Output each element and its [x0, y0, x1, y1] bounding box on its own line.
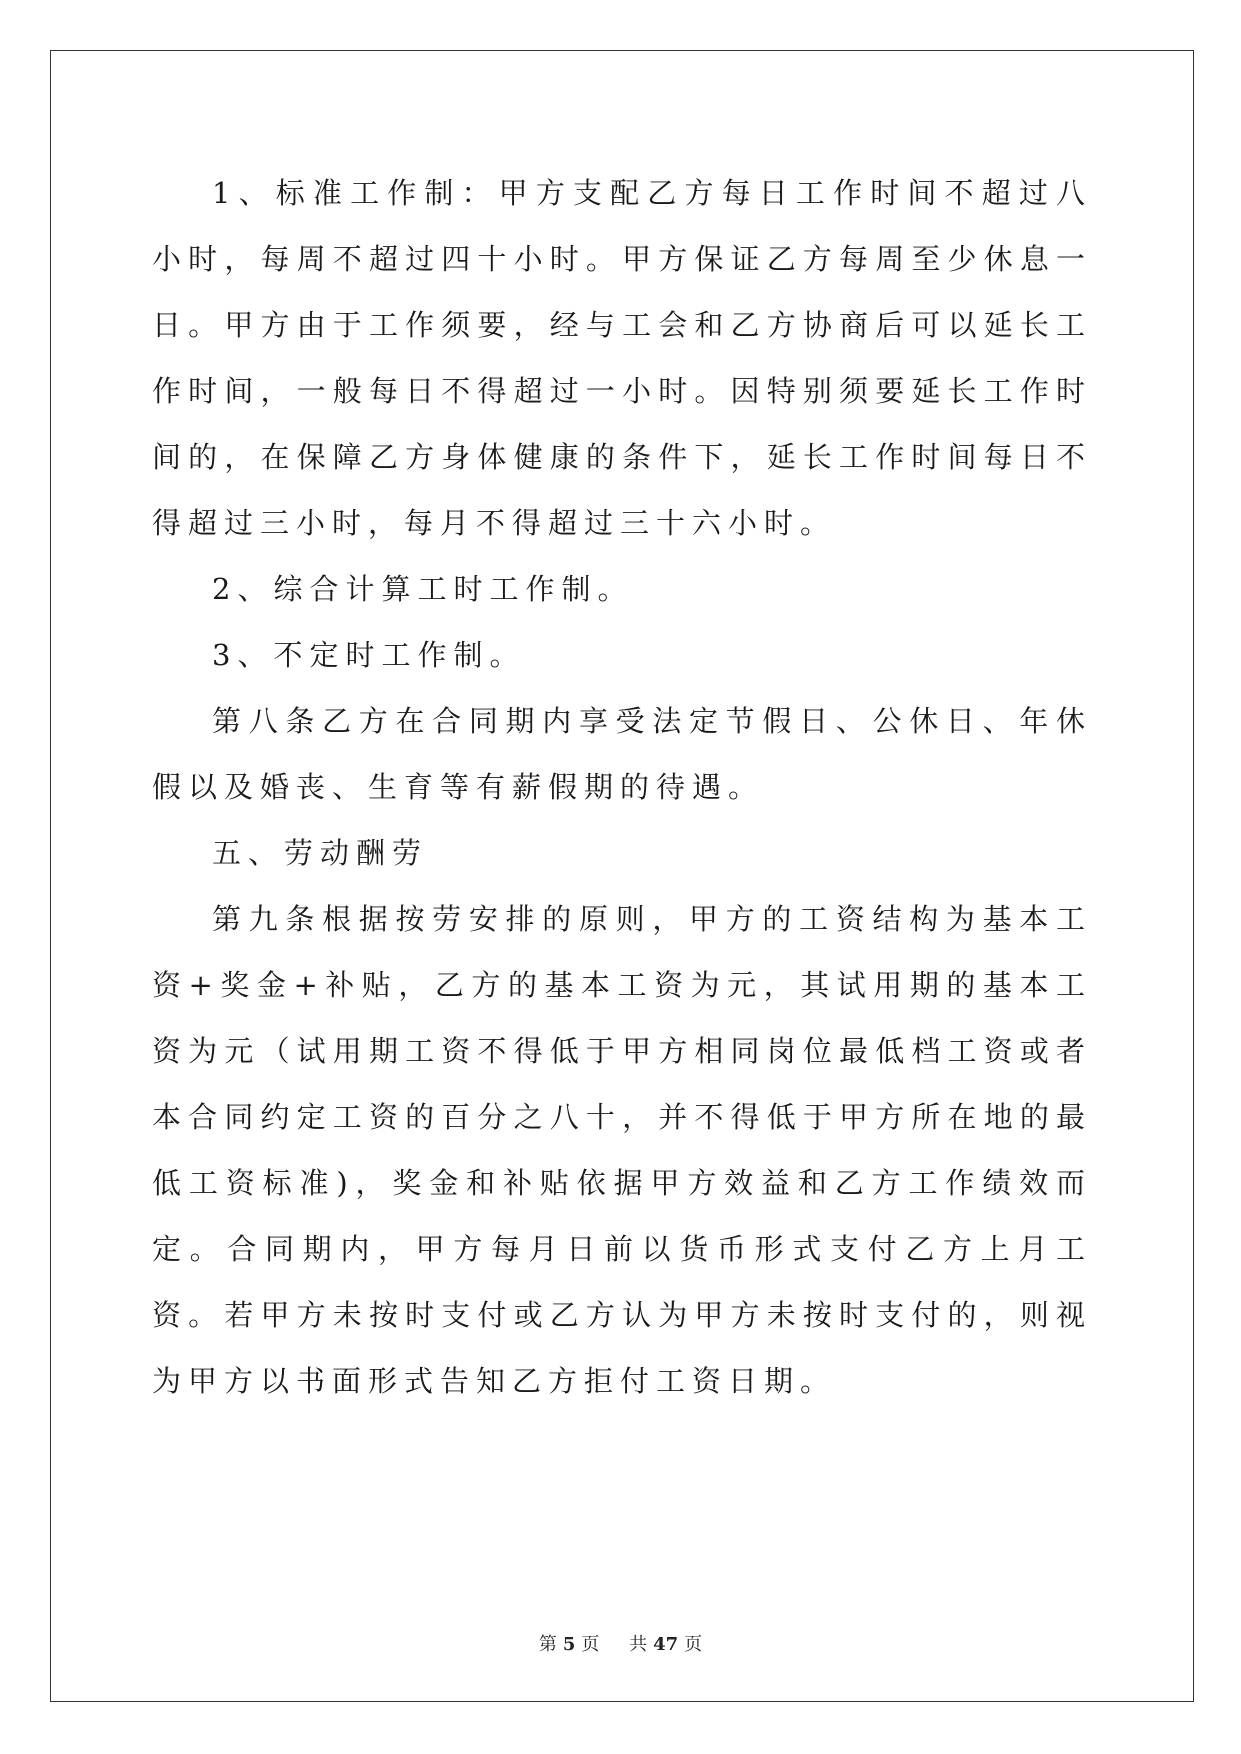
- paragraph-article-8: 第八条乙方在合同期内享受法定节假日、公休日、年休假以及婚丧、生育等有薪假期的待遇。: [152, 704, 1092, 804]
- paragraph-working-hours: 1、标准工作制：甲方支配乙方每日工作时间不超过八小时，每周不超过四十小时。甲方保证乙方每周至少休息一日。甲方由于工作须要，经与工会和乙方协商后可以延长工作时间，一般每日不得超过一小时。因特别须要延长工作时间的，在保障乙方身体健康的条件下，延长工作时间每日不得超过三小时，每月不得超过三十六小时。: [152, 176, 1092, 540]
- total-indicator: [623, 1634, 708, 1655]
- document-body: [152, 160, 1092, 1414]
- page-prefix: 第: [538, 1634, 557, 1655]
- total-prefix: 共: [629, 1634, 648, 1655]
- page-suffix: 页: [581, 1634, 600, 1655]
- paragraph-article-9: 第九条根据按劳安排的原则，甲方的工资结构为基本工资+奖金+补贴，乙方的基本工资为元，其试用期的基本工资为元（试用期工资不得低于甲方相同岗位最低档工资或者本合同约定工资的百分之八十，并不得低于甲方所在地的最低工资标准)，奖金和补贴依据甲方效益和乙方工作绩效而定。合同期内，甲方每月日前以货币形式支付乙方上月工资。若甲方未按时支付或乙方认为甲方未按时支付的，则视为甲方以书面形式告知乙方拒付工资日期。: [152, 902, 1092, 1398]
- page-indicator: [533, 1634, 606, 1655]
- section-heading-remuneration: 五、劳动酬劳: [212, 836, 429, 870]
- total-pages: 47: [653, 1634, 679, 1655]
- page-number: 5: [562, 1634, 576, 1655]
- paragraph-flexible-hours: 3、不定时工作制。: [212, 638, 526, 672]
- page-footer: [0, 1630, 1241, 1656]
- total-suffix: 页: [684, 1634, 703, 1655]
- paragraph-comprehensive-hours: 2、综合计算工时工作制。: [212, 572, 634, 606]
